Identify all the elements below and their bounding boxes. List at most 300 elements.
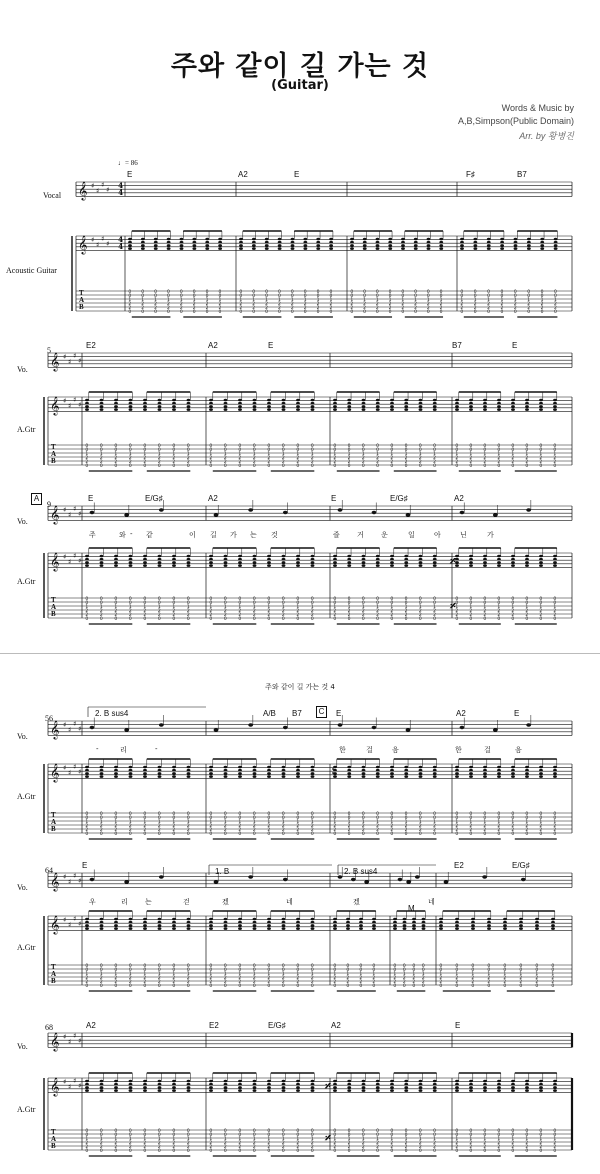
tab-fret-number: 1 <box>143 452 147 458</box>
guitar-chord-notehead <box>350 247 354 250</box>
tab-fret-number: 0 <box>209 968 213 974</box>
tab-fret-number: 0 <box>426 290 430 296</box>
guitar-chord-notehead <box>129 766 133 769</box>
tab-fret-number: 2 <box>172 976 176 982</box>
tab-fret-number: 2 <box>223 1145 227 1151</box>
tab-fret-number: 0 <box>350 310 354 316</box>
guitar-chord-notehead <box>346 927 350 930</box>
tab-fret-number: 2 <box>281 1145 285 1151</box>
tab-fret-number: 0 <box>252 984 256 990</box>
tab-fret-number: 0 <box>114 617 118 623</box>
tab-fret-number: 0 <box>252 617 256 623</box>
tab-fret-number: 1 <box>469 1137 473 1143</box>
tab-fret-number: 2 <box>143 1141 147 1147</box>
guitar-chord-notehead <box>497 1089 501 1092</box>
guitar-chord-notehead <box>419 405 423 408</box>
tab-fret-number: 0 <box>267 464 271 470</box>
guitar-chord-notehead <box>114 766 118 769</box>
tab-fret-number: 0 <box>186 816 190 822</box>
tab-fret-number: 0 <box>85 601 89 607</box>
credit-words-music: Words & Music by <box>501 103 574 113</box>
guitar-chord-notehead <box>267 766 271 769</box>
guitar-chord-notehead <box>359 924 363 927</box>
tab-fret-number: 2 <box>143 613 147 619</box>
guitar-chord-notehead <box>158 769 162 772</box>
tab-fret-number: 0 <box>141 290 145 296</box>
guitar-chord-notehead <box>129 564 133 567</box>
melody-notehead <box>248 875 253 878</box>
tab-fret-number: 0 <box>205 290 209 296</box>
key-sharp: ♯ <box>78 725 82 733</box>
credit-arranger: Arr. by 황병진 <box>519 131 574 141</box>
key-sharp: ♯ <box>78 401 82 409</box>
tab-fret-number: 2 <box>209 976 213 982</box>
guitar-chord-notehead <box>346 921 350 924</box>
tab-fret-number: 1 <box>310 605 314 611</box>
tab-fret-number: 0 <box>519 968 523 974</box>
guitar-chord-notehead <box>390 1086 394 1089</box>
lyric-syllable: 가 <box>487 531 494 539</box>
repeat-measure-sign: 𝄎 <box>450 554 456 568</box>
tab-fret-number: 2 <box>209 824 213 830</box>
tab-fret-number: 0 <box>281 816 285 822</box>
guitar-chord-notehead <box>311 775 315 778</box>
tab-fret-number: 1 <box>418 820 422 826</box>
tab-fret-number: 2 <box>421 976 425 982</box>
tab-fret-number: 0 <box>455 816 459 822</box>
tab-fret-number: 0 <box>519 984 523 990</box>
tab-fret-number: 0 <box>238 1149 242 1155</box>
tab-fret-number: 0 <box>114 832 118 838</box>
guitar-chord-notehead <box>267 402 271 405</box>
tab-fret-number: 0 <box>361 617 365 623</box>
tab-fret-number: 1 <box>527 298 531 304</box>
tab-fret-number: 1 <box>404 1137 408 1143</box>
tab-fret-number: 1 <box>252 820 256 826</box>
guitar-chord-notehead <box>158 1080 162 1083</box>
tab-fret-number: 0 <box>525 601 529 607</box>
instrument-label-vo: Vo. <box>17 732 28 741</box>
tab-fret-number: 0 <box>483 617 487 623</box>
tab-fret-number: 2 <box>333 824 337 830</box>
tab-fret-number: 2 <box>497 456 501 462</box>
key-sharp: ♯ <box>68 558 72 566</box>
guitar-chord-notehead <box>187 405 191 408</box>
tab-fret-number: 1 <box>192 298 196 304</box>
melody-notehead <box>124 880 129 883</box>
tab-fret-number: 0 <box>404 601 408 607</box>
tab-fret-number: 0 <box>296 1133 300 1139</box>
tab-fret-number: 2 <box>540 306 544 312</box>
tab-fret-number: 2 <box>433 456 437 462</box>
tab-fret-number: 1 <box>487 298 491 304</box>
tab-fret-number: 2 <box>412 976 416 982</box>
guitar-chord-notehead <box>100 405 104 408</box>
guitar-chord-notehead <box>85 918 89 921</box>
guitar-chord-notehead <box>346 924 350 927</box>
tab-fret-number: 1 <box>376 1137 380 1143</box>
guitar-chord-notehead <box>158 775 162 778</box>
guitar-chord-notehead <box>100 921 104 924</box>
tab-fret-number: 0 <box>404 816 408 822</box>
tab-fret-number: 2 <box>223 824 227 830</box>
tab-fret-number: 0 <box>483 832 487 838</box>
tab-fret-number: 0 <box>157 597 161 603</box>
tab-fret-number: 0 <box>346 984 350 990</box>
guitar-chord-notehead <box>253 1080 257 1083</box>
guitar-chord-notehead <box>100 769 104 772</box>
tab-fret-number: 0 <box>172 601 176 607</box>
tab-fret-number: 0 <box>487 968 491 974</box>
tab-fret-number: 1 <box>252 452 256 458</box>
tab-fret-number: 0 <box>497 444 501 450</box>
tab-fret-number: 0 <box>525 1149 529 1155</box>
tab-fret-number: 1 <box>388 298 392 304</box>
tab-fret-number: 0 <box>99 984 103 990</box>
tab-clef-letter: A <box>51 603 57 611</box>
tab-fret-number: 2 <box>209 828 213 834</box>
tab-fret-number: 0 <box>346 968 350 974</box>
guitar-chord-notehead <box>218 241 222 244</box>
tab-fret-number: 1 <box>433 820 437 826</box>
tab-fret-number: 2 <box>347 828 351 834</box>
guitar-chord-notehead <box>455 405 459 408</box>
guitar-chord-notehead <box>238 775 242 778</box>
guitar-chord-notehead <box>100 402 104 405</box>
lyric-syllable: 음 <box>392 746 399 754</box>
tab-fret-number: 1 <box>513 298 517 304</box>
guitar-chord-notehead <box>209 558 213 561</box>
tab-fret-number: 1 <box>267 452 271 458</box>
tab-fret-number: 1 <box>167 298 170 304</box>
chord-symbol: A2 <box>238 170 248 179</box>
melody-notehead <box>444 880 449 883</box>
guitar-chord-notehead <box>439 921 443 924</box>
guitar-chord-notehead <box>85 1086 89 1089</box>
tab-fret-number: 1 <box>141 298 145 304</box>
tab-fret-number: 1 <box>186 1137 190 1143</box>
instrument-label-vo: Vo. <box>17 1042 28 1051</box>
tab-fret-number: 1 <box>553 605 557 611</box>
guitar-chord-notehead <box>158 924 162 927</box>
repeat-dot <box>332 772 334 774</box>
guitar-chord-notehead <box>469 405 473 408</box>
tab-fret-number: 0 <box>421 964 425 970</box>
guitar-chord-notehead <box>471 918 475 921</box>
guitar-chord-notehead <box>311 918 315 921</box>
key-sharp: ♯ <box>68 402 72 410</box>
tab-fret-number: 2 <box>347 456 351 462</box>
melody-notehead <box>460 726 465 729</box>
lyric-syllable: 네 <box>428 898 435 906</box>
melody-notehead <box>521 878 526 881</box>
tab-fret-number: 0 <box>85 832 89 838</box>
tab-fret-number: 0 <box>418 448 422 454</box>
tab-fret-number: 2 <box>223 613 227 619</box>
tab-fret-number: 2 <box>433 613 437 619</box>
guitar-chord-notehead <box>519 918 523 921</box>
tab-fret-number: 0 <box>527 290 531 296</box>
tab-fret-number: 0 <box>553 1149 557 1155</box>
tab-clef-letter: B <box>51 825 56 833</box>
key-sharp: ♯ <box>63 764 67 772</box>
tab-fret-number: 0 <box>421 984 425 990</box>
tab-fret-number: 0 <box>393 964 397 970</box>
tab-fret-number: 2 <box>483 609 487 615</box>
tab-fret-number: 1 <box>128 605 132 611</box>
melody-notehead <box>90 511 95 514</box>
guitar-chord-notehead <box>376 402 380 405</box>
guitar-chord-notehead <box>539 561 543 564</box>
tab-fret-number: 2 <box>473 306 477 312</box>
guitar-chord-notehead <box>172 405 176 408</box>
tab-fret-number: 1 <box>460 298 464 304</box>
tab-fret-number: 0 <box>404 464 408 470</box>
tab-fret-number: 0 <box>390 617 394 623</box>
tab-fret-number: 0 <box>497 448 501 454</box>
tab-fret-number: 1 <box>471 972 475 978</box>
guitar-chord-notehead <box>224 1080 228 1083</box>
tab-fret-number: 1 <box>238 605 242 611</box>
guitar-chord-notehead <box>311 399 315 402</box>
guitar-chord-notehead <box>303 238 307 241</box>
guitar-chord-notehead <box>487 918 491 921</box>
tab-fret-number: 2 <box>539 460 543 466</box>
tab-fret-number: 0 <box>553 832 557 838</box>
tab-fret-number: 2 <box>281 980 285 986</box>
tab-fret-number: 0 <box>223 816 227 822</box>
guitar-chord-notehead <box>500 247 504 250</box>
tab-fret-number: 1 <box>376 605 380 611</box>
guitar-chord-notehead <box>471 927 475 930</box>
tab-fret-number: 0 <box>390 464 394 470</box>
tab-fret-number: 2 <box>375 306 379 312</box>
tab-fret-number: 2 <box>347 609 351 615</box>
guitar-chord-notehead <box>433 775 437 778</box>
tab-fret-number: 0 <box>347 464 351 470</box>
guitar-chord-notehead <box>483 561 487 564</box>
guitar-chord-notehead <box>100 1080 104 1083</box>
tab-fret-number: 0 <box>239 294 243 300</box>
guitar-chord-notehead <box>282 558 286 561</box>
guitar-chord-notehead <box>535 927 539 930</box>
guitar-chord-notehead <box>129 402 133 405</box>
tab-fret-number: 2 <box>296 1145 300 1151</box>
guitar-chord-notehead <box>209 924 213 927</box>
tab-fret-number: 2 <box>418 613 422 619</box>
tab-fret-number: 0 <box>252 968 256 974</box>
guitar-chord-notehead <box>539 775 543 778</box>
tab-fret-number: 1 <box>487 972 491 978</box>
tab-fret-number: 0 <box>551 968 555 974</box>
guitar-chord-notehead <box>172 766 176 769</box>
guitar-chord-notehead <box>393 927 397 930</box>
tab-fret-number: 2 <box>281 824 285 830</box>
tab-fret-number: 0 <box>205 310 209 316</box>
guitar-chord-notehead <box>267 1083 271 1086</box>
tab-fret-number: 0 <box>471 968 475 974</box>
guitar-chord-notehead <box>224 561 228 564</box>
tab-fret-number: 0 <box>329 294 333 300</box>
tab-fret-number: 0 <box>513 310 517 316</box>
tab-fret-number: 0 <box>310 1133 314 1139</box>
guitar-chord-notehead <box>154 247 158 250</box>
guitar-chord-notehead <box>187 558 191 561</box>
tab-fret-number: 2 <box>539 828 543 834</box>
guitar-chord-notehead <box>483 1089 487 1092</box>
tab-fret-number: 1 <box>551 972 555 978</box>
guitar-chord-notehead <box>483 408 487 411</box>
tab-fret-number: 0 <box>157 617 161 623</box>
tab-fret-number: 2 <box>439 976 443 982</box>
tab-fret-number: 0 <box>205 294 209 300</box>
tab-fret-number: 0 <box>376 597 380 603</box>
tab-fret-number: 2 <box>388 306 392 312</box>
time-signature: 4 <box>118 242 124 251</box>
tempo-marking: ♩= 86 <box>118 159 138 167</box>
guitar-chord-notehead <box>253 766 257 769</box>
guitar-chord-notehead <box>433 402 437 405</box>
tab-fret-number: 2 <box>418 456 422 462</box>
tab-fret-number: 0 <box>329 310 333 316</box>
guitar-chord-notehead <box>511 555 515 558</box>
tab-fret-number: 0 <box>252 816 256 822</box>
guitar-chord-notehead <box>404 564 408 567</box>
tab-fret-number: 2 <box>333 609 337 615</box>
lyric-syllable: 겠 <box>222 898 229 906</box>
tab-fret-number: 1 <box>290 298 294 304</box>
guitar-chord-notehead <box>525 399 529 402</box>
tab-fret-number: 0 <box>439 968 443 974</box>
guitar-chord-notehead <box>497 769 501 772</box>
guitar-chord-notehead <box>483 775 487 778</box>
tab-fret-number: 2 <box>128 609 132 615</box>
tab-fret-number: 0 <box>455 968 459 974</box>
guitar-chord-notehead <box>487 238 491 241</box>
tab-fret-number: 2 <box>296 613 300 619</box>
guitar-chord-notehead <box>401 241 405 244</box>
guitar-chord-notehead <box>551 921 555 924</box>
tab-fret-number: 0 <box>513 290 517 296</box>
chord-symbol: E <box>331 494 337 503</box>
tab-fret-number: 0 <box>186 601 190 607</box>
guitar-chord-notehead <box>511 564 515 567</box>
guitar-chord-notehead <box>114 769 118 772</box>
guitar-chord-notehead <box>209 564 213 567</box>
key-sharp: ♯ <box>78 357 82 365</box>
guitar-chord-notehead <box>487 241 491 244</box>
tab-fret-number: 1 <box>267 820 271 826</box>
lyric-syllable: 가 <box>230 531 237 539</box>
guitar-chord-notehead <box>376 408 380 411</box>
tab-fret-number: 0 <box>414 290 418 296</box>
guitar-chord-notehead <box>158 766 162 769</box>
lyric-syllable: 일 <box>408 531 415 539</box>
chord-symbol: E <box>294 170 300 179</box>
tab-fret-number: 0 <box>143 832 147 838</box>
tab-fret-number: 2 <box>390 456 394 462</box>
tab-fret-number: 0 <box>157 444 161 450</box>
tab-fret-number: 2 <box>418 824 422 830</box>
guitar-chord-notehead <box>455 918 459 921</box>
tab-fret-number: 0 <box>525 1129 529 1135</box>
tab-fret-number: 2 <box>455 456 459 462</box>
key-sharp: ♯ <box>63 506 67 514</box>
guitar-chord-notehead <box>154 238 158 241</box>
guitar-chord-notehead <box>296 924 300 927</box>
guitar-chord-notehead <box>363 238 367 241</box>
tab-fret-number: 1 <box>372 972 376 978</box>
tab-clef-letter: B <box>51 610 56 618</box>
treble-clef: 𝄞 <box>50 1077 60 1096</box>
guitar-chord-notehead <box>422 924 426 927</box>
tab-fret-number: 0 <box>401 294 405 300</box>
guitar-chord-notehead <box>172 921 176 924</box>
repeat-dot <box>332 768 334 770</box>
tab-fret-number: 2 <box>310 609 314 615</box>
tab-clef-letter: T <box>51 443 56 451</box>
instrument-label-vo: Vo. <box>17 365 28 374</box>
tab-fret-number: 0 <box>310 964 314 970</box>
guitar-chord-notehead <box>180 244 184 247</box>
tab-fret-number: 2 <box>296 1141 300 1147</box>
tab-fret-number: 0 <box>209 812 213 818</box>
guitar-chord-notehead <box>525 775 529 778</box>
guitar-chord-notehead <box>267 918 271 921</box>
guitar-chord-notehead <box>487 924 491 927</box>
tab-fret-number: 2 <box>471 976 475 982</box>
tab-fret-number: 0 <box>487 964 491 970</box>
tab-fret-number: 0 <box>223 964 227 970</box>
guitar-chord-notehead <box>473 244 477 247</box>
key-sharp: ♯ <box>73 915 77 923</box>
guitar-chord-notehead <box>238 1083 242 1086</box>
tab-fret-number: 2 <box>469 456 473 462</box>
tab-fret-number: 1 <box>223 452 227 458</box>
tab-fret-number: 0 <box>455 1133 459 1139</box>
melody-notehead <box>364 880 369 883</box>
guitar-chord-notehead <box>376 555 380 558</box>
tab-fret-number: 2 <box>179 302 183 308</box>
guitar-chord-notehead <box>487 921 491 924</box>
measure-number: 5 <box>47 346 51 355</box>
tab-fret-number: 2 <box>469 460 473 466</box>
tab-fret-number: 0 <box>513 294 517 300</box>
tab-fret-number: 0 <box>455 464 459 470</box>
key-sharp: ♯ <box>78 768 82 776</box>
tab-fret-number: 0 <box>281 597 285 603</box>
guitar-chord-notehead <box>311 558 315 561</box>
guitar-chord-notehead <box>427 247 431 250</box>
tab-fret-number: 2 <box>205 306 209 312</box>
tab-fret-number: 0 <box>85 617 89 623</box>
guitar-chord-notehead <box>129 1086 133 1089</box>
repeat-measure-sign: 𝄎 <box>450 599 456 613</box>
tab-fret-number: 0 <box>209 597 213 603</box>
melody-notehead <box>460 511 465 514</box>
tab-fret-number: 2 <box>157 456 161 462</box>
tab-fret-number: 0 <box>361 1133 365 1139</box>
tab-fret-number: 0 <box>535 968 539 974</box>
tab-fret-number: 1 <box>223 820 227 826</box>
tab-fret-number: 0 <box>252 444 256 450</box>
tab-fret-number: 2 <box>238 828 242 834</box>
tab-fret-number: 2 <box>350 306 354 312</box>
guitar-chord-notehead <box>511 772 515 775</box>
tab-fret-number: 1 <box>511 1137 515 1143</box>
guitar-chord-notehead <box>362 399 366 402</box>
guitar-chord-notehead <box>303 244 307 247</box>
